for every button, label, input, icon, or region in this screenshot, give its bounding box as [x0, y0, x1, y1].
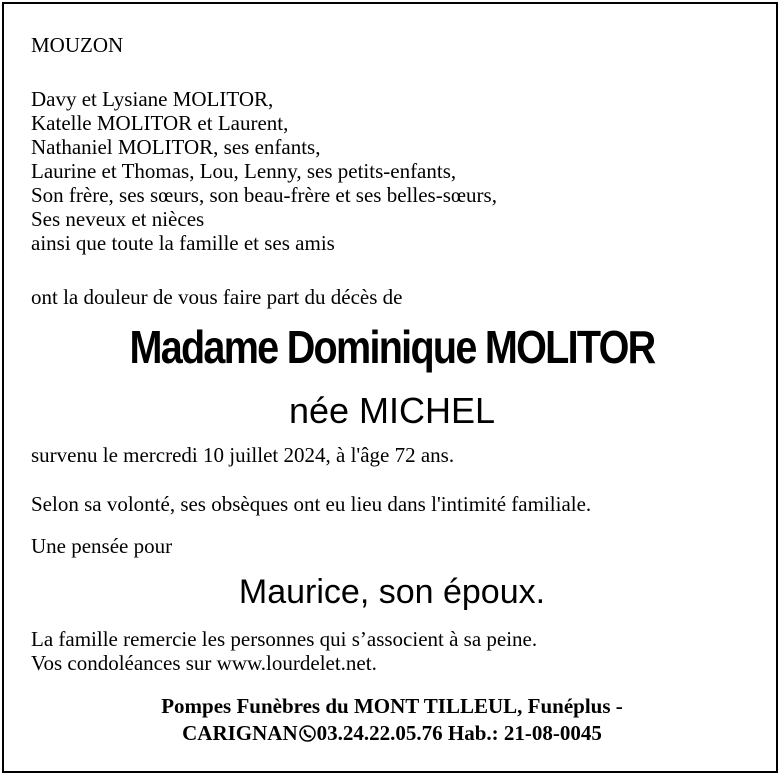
town-name: MOUZON [31, 33, 124, 57]
thought-intro: Une pensée pour [31, 534, 173, 558]
deceased-name: Madame Dominique MOLITOR [129, 321, 655, 373]
funeral-info: Selon sa volonté, ses obsèques ont eu lieu dans l'intimité familiale. [31, 492, 592, 516]
family-line: Laurine et Thomas, Lou, Lenny, ses petits-enfants, [31, 159, 457, 183]
funeral-home-contact [0, 721, 784, 746]
funeral-home-name: Pompes Funèbres du MONT TILLEUL, Funéplus - [161, 694, 623, 718]
death-info: survenu le mercredi 10 juillet 2024, à l'âge 72 ans. [31, 443, 455, 467]
family-line: Katelle MOLITOR et Laurent, [31, 111, 289, 135]
funeral-home-phone: 03.24.22.05.76 [316, 721, 443, 745]
phone-icon [299, 723, 316, 740]
funeral-home-habilitation: Hab.: 21-08-0045 [447, 721, 602, 745]
family-line: Nathaniel MOLITOR, ses enfants, [31, 135, 321, 159]
spouse-name: Maurice, son époux. [238, 573, 546, 611]
family-line: Davy et Lysiane MOLITOR, [31, 87, 274, 111]
condolences-line: Vos condoléances sur www.lourdelet.net. [31, 651, 377, 675]
family-line: Ses neveux et nièces [31, 207, 205, 231]
family-line: Son frère, ses sœurs, son beau-frère et ses belles-sœurs, [31, 183, 497, 207]
family-line: ainsi que toute la famille et ses amis [31, 231, 335, 255]
thanks-line: La famille remercie les personnes qui s’associent à sa peine. [31, 627, 538, 651]
announcement-text: ont la douleur de vous faire part du décès de [31, 285, 403, 309]
maiden-name: née MICHEL [288, 390, 496, 431]
funeral-home-city: CARIGNAN [182, 721, 298, 745]
